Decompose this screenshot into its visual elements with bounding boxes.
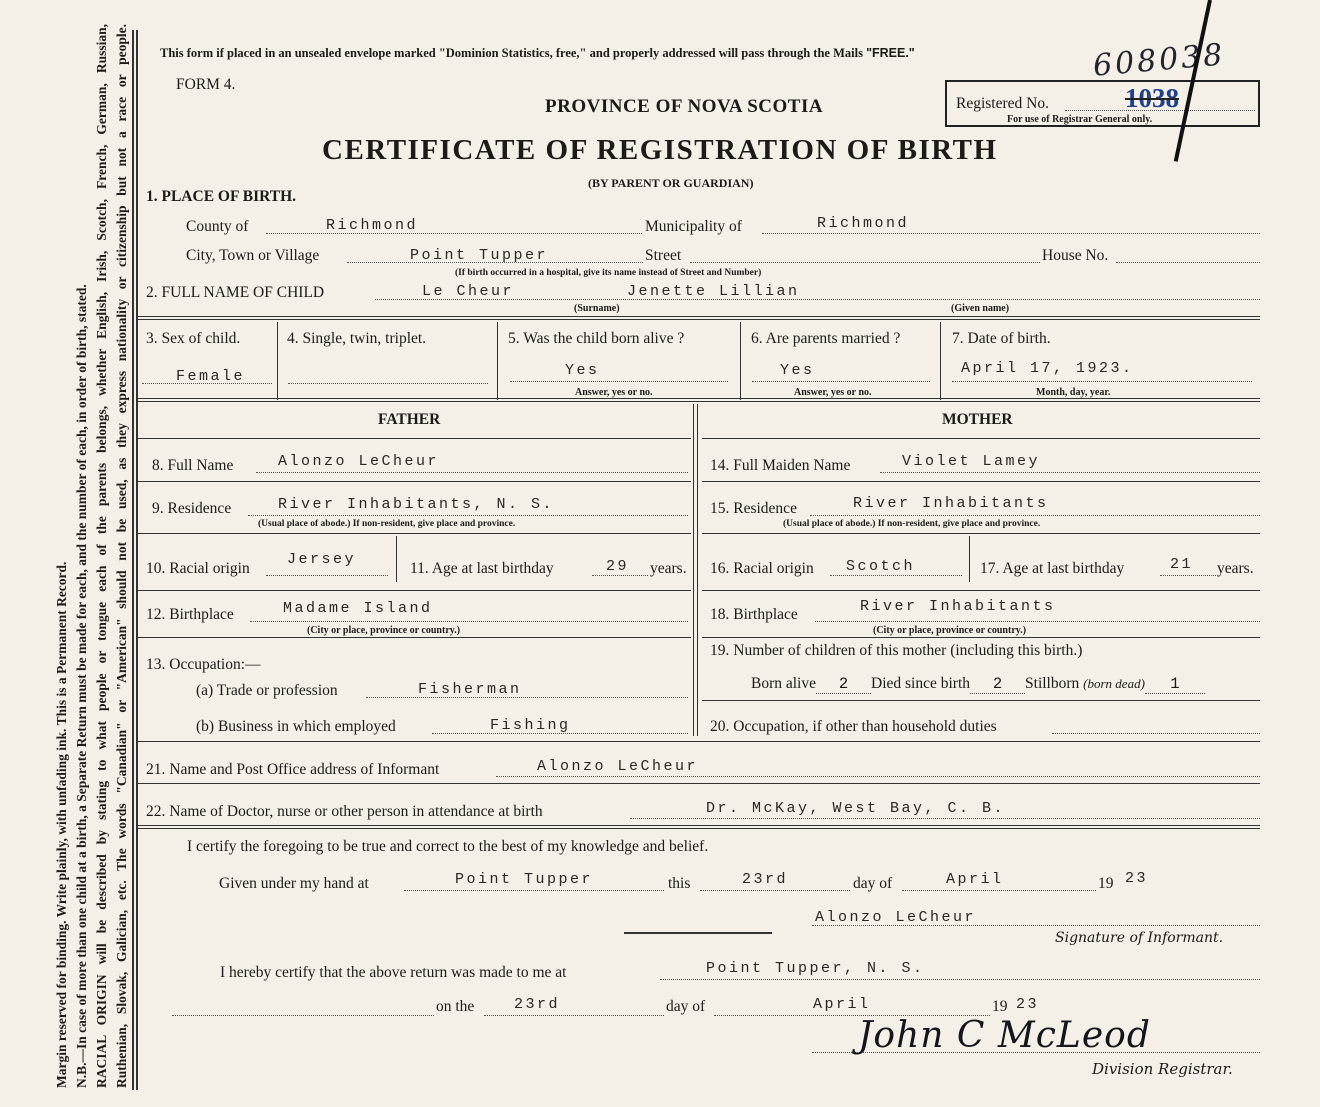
born-alive-value: 2 [816,675,871,694]
surname-note: (Surname) [574,303,620,314]
street-label: Street [645,247,682,264]
father-business: Fishing [490,717,571,734]
mother-age: 21 [1170,556,1194,573]
answer-note: Answer, yes or no. [794,387,872,398]
handwritten-number: 608038 [1091,37,1227,84]
place-heading: 1. PLACE OF BIRTH. [146,188,297,205]
doctor-value: Dr. McKay, West Bay, C. B. [706,800,1006,817]
mother-race-label: 16. Racial origin [710,560,814,577]
father-birthplace-label: 12. Birthplace [146,606,234,623]
informant-signature-label: Signature of Informant. [1055,930,1224,946]
mother-race: Scotch [846,558,916,575]
this-label: this [668,875,691,892]
alive-value: Yes [565,362,600,379]
father-race-label: 10. Racial origin [146,560,250,577]
child-name-label: 2. FULL NAME OF CHILD [146,284,325,301]
registered-box [945,80,1260,127]
informant-label: 21. Name and Post Office address of Informant [146,761,440,778]
day-of-label: day of [853,875,893,892]
given-month: April [946,871,1004,888]
margin-notes [52,24,132,1088]
business-label: (b) Business in which employed [196,718,396,735]
child-given-name: Jenette Lillian [627,283,800,300]
registrar-statement: I hereby certify that the above return was made to me at [220,964,567,981]
stillborn-value: 1 [1145,675,1205,694]
occupation-label: 13. Occupation:— [146,656,261,673]
mother-age-label: 17. Age at last birthday [980,560,1125,577]
registered-number: 1038 [1125,83,1179,113]
children-label: 19. Number of children of this mother (including this birth.) [710,642,1083,659]
municipality-value: Richmond [817,215,910,232]
registrar-place: Point Tupper, N. S. [706,960,925,977]
given-note: (Given name) [951,303,1010,314]
child-surname: Le Cheur [422,283,515,300]
father-name: Alonzo LeCheur [278,453,440,470]
alive-label: 5. Was the child born alive ? [508,330,685,347]
registered-label: Registered No. [956,95,1049,112]
married-value: Yes [780,362,815,379]
margin-rule [132,30,134,1090]
father-birthplace: Madame Island [283,600,433,617]
province: PROVINCE OF NOVA SCOTIA [545,96,824,117]
dob-value: April 17, 1923. [961,360,1134,377]
county-label: County of [186,218,249,235]
mail-notice: This form if placed in an unsealed envelope marked "Dominion Statistics, free," and properly addressed will pass through the Mails "FREE." [160,46,915,60]
years-label: years. [1217,560,1254,577]
mother-residence: River Inhabitants [853,495,1049,512]
sex-label: 3. Sex of child. [146,330,241,347]
mother-occupation-label: 20. Occupation, if other than household duties [710,718,997,735]
municipality-label: Municipality of [645,218,742,235]
margin-note-3: RACIAL ORIGIN will be described by stating to what people or tongue each of the parents belongs, whether English, Irish, Scotch, French, German, Russian, [94,24,109,1088]
year-prefix: 19 [1098,875,1114,892]
mother-birthplace-label: 18. Birthplace [710,606,798,623]
died-value: 2 [970,675,1025,694]
registrar-label: Division Registrar. [1092,1060,1233,1078]
margin-note-1: Margin reserved for binding. Write plainly, with unfading ink. This is a Permanent Record. [54,561,69,1088]
divider [138,316,1260,320]
registrar-note: For use of Registrar General only. [1007,114,1153,125]
county-value: Richmond [326,217,419,234]
informant-value: Alonzo LeCheur [537,758,699,775]
father-residence: River Inhabitants, N. S. [278,496,555,513]
informant-signature: Alonzo LeCheur [815,909,977,926]
trade-label: (a) Trade or profession [196,682,338,699]
father-age-label: 11. Age at last birthday [410,560,554,577]
margin-note-4: Ruthenian, Slovak, Galician, etc. The words "Canadian" or "American" should not be used, as they express nationality or citizenship but not a race or people. [114,24,129,1088]
city-label: City, Town or Village [186,247,320,264]
father-residence-label: 9. Residence [152,500,232,517]
mother-residence-label: 15. Residence [710,500,797,517]
doctor-label: 22. Name of Doctor, nurse or other person in attendance at birth [146,803,543,820]
father-trade: Fisherman [418,681,522,698]
certification-statement: I certify the foregoing to be true and correct to the best of my knowledge and belief. [187,838,709,855]
father-birthplace-note: (City or place, province or country.) [307,625,461,636]
registrar-year: 23 [1016,996,1040,1013]
mother-name-label: 14. Full Maiden Name [710,457,851,474]
dob-note: Month, day, year. [1036,387,1111,398]
plurality-label: 4. Single, twin, triplet. [287,330,427,347]
father-race: Jersey [287,551,357,568]
registrar-day: 23rd [514,996,561,1013]
father-heading: FATHER [378,411,441,428]
registrar-signature: John C McLeod [858,1015,1151,1056]
house-label: House No. [1042,247,1109,264]
years-label: years. [650,560,687,577]
subtitle: (BY PARENT OR GUARDIAN) [588,176,754,190]
mother-residence-note: (Usual place of abode.) If non-resident, give place and province. [783,519,1041,529]
answer-note: Answer, yes or no. [575,387,653,398]
city-value: Point Tupper [410,247,549,264]
margin-note-2: N.B.—In case of more than one child at a birth, a Separate Return must be made for each, and the number of each, in order of birth, stated. [74,284,89,1088]
father-age: 29 [606,558,630,575]
given-day: 23rd [742,871,789,888]
reg-year-prefix: 19 [992,998,1008,1015]
dob-label: 7. Date of birth. [952,330,1051,347]
registrar-month: April [813,996,871,1013]
given-place: Point Tupper [455,871,594,888]
given-year: 23 [1125,870,1149,887]
page-title: CERTIFICATE OF REGISTRATION OF BIRTH [322,134,998,166]
mother-birthplace-note: (City or place, province or country.) [873,625,1027,636]
mother-birthplace: River Inhabitants [860,598,1056,615]
divider [138,398,1260,402]
margin-rule [136,30,138,1090]
father-name-label: 8. Full Name [152,457,234,474]
divider [138,825,1260,829]
children-counts: Born alive 2 Died since birth 2 Stillborn (born dead) 1 [751,675,1205,694]
form-number: FORM 4. [176,76,236,93]
mother-name: Violet Lamey [902,453,1041,470]
on-the-label: on the [436,998,475,1015]
married-label: 6. Are parents married ? [751,330,901,347]
reg-day-of-label: day of [666,998,706,1015]
sex-value: Female [176,368,246,385]
hospital-note: (If birth occurred in a hospital, give its name instead of Street and Number) [455,268,762,278]
given-label: Given under my hand at [219,875,369,892]
mother-heading: MOTHER [942,411,1013,428]
father-residence-note: (Usual place of abode.) If non-resident, give place and province. [258,519,516,529]
